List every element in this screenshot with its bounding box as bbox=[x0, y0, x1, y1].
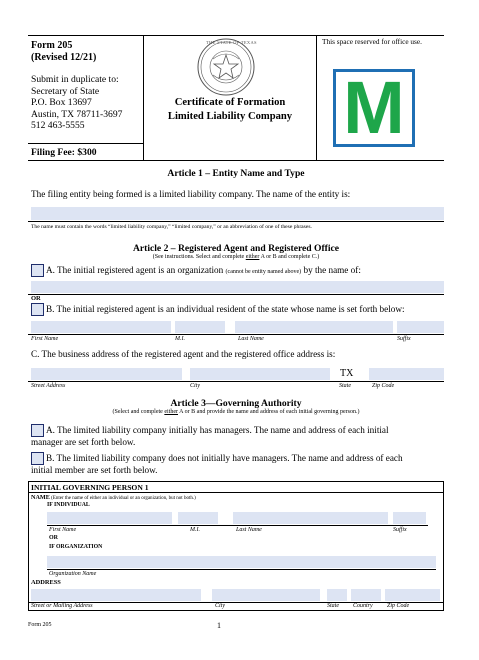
gp-first-name-label: First Name bbox=[49, 527, 77, 533]
agent-mi-input[interactable] bbox=[175, 321, 225, 333]
subheading-text: (See instructions. Select and complete bbox=[152, 254, 246, 260]
agent-street-input[interactable] bbox=[31, 368, 182, 380]
form-number: Form 205 bbox=[31, 40, 73, 51]
state-seal bbox=[196, 37, 256, 97]
submit-line: Submit in duplicate to: bbox=[31, 74, 119, 85]
subheading-either: either bbox=[245, 254, 260, 260]
if-individual-label: IF INDIVIDUAL bbox=[47, 502, 90, 508]
gp-org-rule bbox=[47, 569, 436, 570]
option-a-text: A. The initial registered agent is an organization bbox=[46, 265, 226, 275]
city-label: City bbox=[190, 383, 200, 389]
gp-name-rule bbox=[47, 525, 428, 526]
members-option-line1: B. The limited liability company does not initially have managers. The name and address of each bbox=[46, 453, 403, 463]
gp-country-input[interactable] bbox=[351, 589, 381, 601]
last-name-label: Last Name bbox=[238, 336, 264, 342]
agent-org-rule bbox=[28, 294, 444, 295]
name-section-label bbox=[31, 494, 196, 501]
gp-city-input[interactable] bbox=[212, 589, 320, 601]
zip-label: Zip Code bbox=[372, 383, 395, 389]
governing-person-title: INITIAL GOVERNING PERSON 1 bbox=[31, 483, 149, 492]
gp-zip-label: Zip Code bbox=[387, 603, 410, 609]
subheading-text: (Select and complete bbox=[112, 409, 165, 415]
header-top-rule bbox=[28, 35, 444, 36]
entity-name-input[interactable] bbox=[31, 207, 444, 220]
gp-state-input[interactable] bbox=[327, 589, 347, 601]
gp-city-label: City bbox=[215, 603, 225, 609]
submit-line: Secretary of State bbox=[31, 85, 100, 97]
gp-street-label: Street or Mailing Address bbox=[31, 603, 93, 609]
gp-first-name-input[interactable] bbox=[47, 512, 172, 524]
agent-name-rule bbox=[28, 334, 444, 335]
members-checkbox[interactable] bbox=[31, 452, 44, 465]
submit-instructions bbox=[31, 74, 122, 132]
agent-organization-input[interactable] bbox=[31, 281, 444, 293]
gp-last-name-label: Last Name bbox=[236, 527, 262, 533]
managers-option-line2: manager are set forth below. bbox=[31, 437, 136, 447]
certificate-title-line1: Certificate of Formation bbox=[174, 97, 286, 108]
gp-mi-label: M.I. bbox=[190, 527, 200, 533]
gp-organization-input[interactable] bbox=[47, 556, 436, 568]
option-a-text-end: by the name of: bbox=[301, 265, 361, 275]
agent-last-name-input[interactable] bbox=[235, 321, 393, 333]
if-organization-label: IF ORGANIZATION bbox=[49, 544, 103, 550]
gp-suffix-label: Suffix bbox=[393, 527, 407, 533]
agent-organization-checkbox[interactable] bbox=[31, 264, 44, 277]
logo-letter: M bbox=[343, 66, 405, 149]
article1-note: The name must contain the words “limited liability company,” “limited company,” or an abbreviation of one of these phrases. bbox=[31, 224, 312, 230]
article3-subheading bbox=[28, 409, 444, 415]
certificate-title-line2: Limited Liability Company bbox=[167, 111, 293, 122]
agent-individual-checkbox[interactable] bbox=[31, 303, 44, 316]
article1-text: The filing entity being formed is a limited liability company. The name of the entity is: bbox=[31, 189, 351, 199]
option-a-small: (cannot be entity named above) bbox=[225, 269, 302, 275]
street-label: Street Address bbox=[31, 383, 66, 389]
gp-suffix-input[interactable] bbox=[393, 512, 426, 524]
logo-box bbox=[333, 66, 415, 149]
filing-fee: Filing Fee: $300 bbox=[31, 147, 97, 158]
agent-suffix-input[interactable] bbox=[397, 321, 444, 333]
article1-heading: Article 1 – Entity Name and Type bbox=[167, 168, 305, 179]
header-divider-right bbox=[316, 35, 317, 160]
mi-label: M.I. bbox=[175, 336, 185, 342]
managers-checkbox[interactable] bbox=[31, 424, 44, 437]
subheading-text: A or B and complete C.) bbox=[259, 254, 320, 260]
gp-country-label: Country bbox=[353, 603, 373, 609]
article2-heading: Article 2 – Registered Agent and Registered Office bbox=[132, 243, 340, 254]
state-label: State bbox=[339, 383, 351, 389]
header-divider-left bbox=[143, 35, 144, 160]
first-name-label: First Name bbox=[31, 336, 59, 342]
option-b-label: B. The initial registered agent is an individual resident of the state whose name is set forth below: bbox=[46, 304, 405, 314]
managers-option-line1: A. The limited liability company initially has managers. The name and address of each initial bbox=[46, 425, 389, 435]
footer-form-number: Form 205 bbox=[28, 622, 52, 628]
agent-state-value: TX bbox=[340, 368, 354, 379]
seal-caption: THE STATE OF TEXAS bbox=[206, 40, 257, 45]
gp-zip-input[interactable] bbox=[385, 589, 440, 601]
submit-line: P.O. Box 13697 bbox=[31, 97, 92, 109]
name-hint: (Enter the name of either an individual or an organization, but not both.) bbox=[49, 496, 196, 501]
governing-title-rule bbox=[28, 492, 444, 493]
option-c-label: C. The business address of the registered agent and the registered office address is: bbox=[31, 349, 336, 359]
agent-first-name-input[interactable] bbox=[31, 321, 171, 333]
article3-heading: Article 3—Governing Authority bbox=[170, 398, 302, 409]
header-bottom-rule bbox=[28, 160, 444, 161]
gp-street-input[interactable] bbox=[31, 589, 201, 601]
agent-zip-input[interactable] bbox=[369, 368, 444, 380]
members-option-line2: initial member are set forth below. bbox=[31, 465, 158, 475]
gp-mi-input[interactable] bbox=[178, 512, 218, 524]
filing-fee-rule bbox=[28, 143, 143, 144]
entity-name-rule bbox=[28, 221, 444, 222]
office-use-note: This space reserved for office use. bbox=[322, 37, 422, 46]
subheading-text: A or B and provide the name and address of each initial governing person.) bbox=[178, 409, 360, 415]
org-name-label: Organization Name bbox=[49, 571, 97, 577]
gp-or-label: OR bbox=[49, 535, 58, 541]
address-section-label: ADDRESS bbox=[31, 579, 61, 586]
or-label: OR bbox=[31, 295, 41, 302]
name-label: NAME bbox=[31, 494, 50, 501]
page-number: 1 bbox=[217, 621, 221, 630]
option-a-label bbox=[46, 265, 361, 275]
gp-state-label: State bbox=[327, 603, 339, 609]
form-revision: (Revised 12/21) bbox=[31, 52, 97, 63]
agent-city-input[interactable] bbox=[190, 368, 330, 380]
submit-line: 512 463-5555 bbox=[31, 120, 85, 132]
agent-address-rule bbox=[28, 381, 444, 382]
submit-line: Austin, TX 78711-3697 bbox=[31, 108, 123, 120]
article2-subheading bbox=[28, 254, 444, 260]
subheading-either: either bbox=[164, 409, 179, 415]
suffix-label: Suffix bbox=[397, 336, 411, 342]
gp-last-name-input[interactable] bbox=[233, 512, 388, 524]
